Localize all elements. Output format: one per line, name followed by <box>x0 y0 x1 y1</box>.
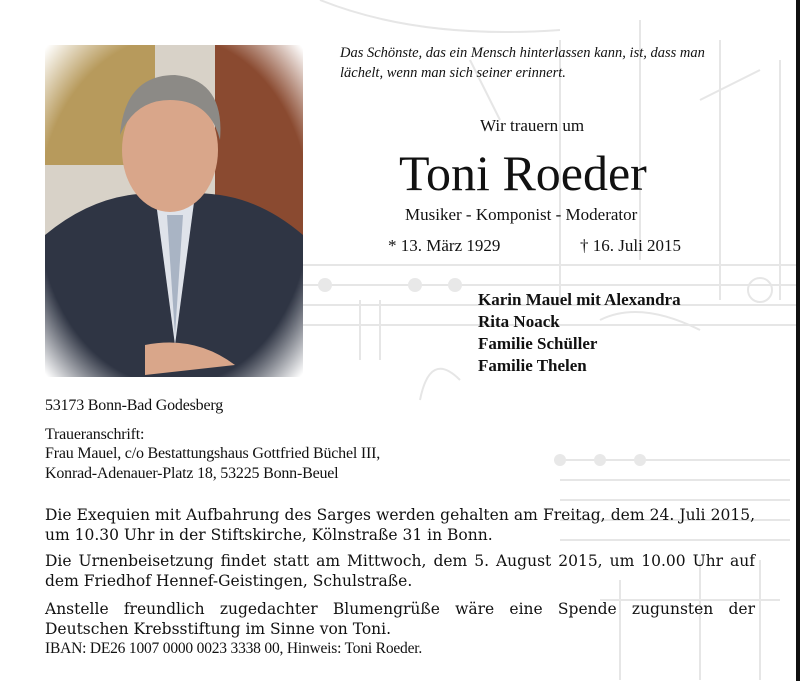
portrait-photo <box>45 45 303 377</box>
right-border <box>796 0 800 681</box>
deceased-roles: Musiker - Komponist - Moderator <box>405 205 638 224</box>
death-date: † 16. Juli 2015 <box>580 236 682 255</box>
birth-date: * 13. März 1929 <box>388 236 501 255</box>
donation-paragraph: Anstelle freundlich zugedachter Blumengrüße wäre eine Spende zugunsten der Deutschen Krebsstiftung im Sinne von Toni. <box>45 600 755 638</box>
burial-paragraph: Die Urnenbeisetzung findet statt am Mittwoch, dem 5. August 2015, um 10.00 Uhr auf dem Friedhof Hennef-Geistingen, Schulstraße. <box>45 552 755 590</box>
mourner: Karin Mauel mit Alexandra <box>478 290 681 309</box>
address-line1: Frau Mauel, c/o Bestattungshaus Gottfried Büchel III, <box>45 445 381 462</box>
intro-text: Wir trauern um <box>480 116 585 135</box>
mourner: Familie Thelen <box>478 356 587 375</box>
address-label: Traueranschrift: <box>45 426 145 443</box>
deceased-name: Toni Roeder <box>399 145 647 201</box>
iban-line: IBAN: DE26 1007 0000 0023 3338 00, Hinweis: Toni Roeder. <box>45 640 423 657</box>
mourners-list <box>478 289 681 377</box>
mourner: Familie Schüller <box>478 334 598 353</box>
memorial-quote: Das Schönste, das ein Mensch hinterlassen kann, ist, dass man lächelt, wenn man sich seiner erinnert. <box>340 45 705 81</box>
location: 53173 Bonn-Bad Godesberg <box>45 397 223 414</box>
funeral-service-paragraph: Die Exequien mit Aufbahrung des Sarges werden gehalten am Freitag, dem 24. Juli 2015, um 10.30 Uhr in der Stiftskirche, Kölnstraße 31 in Bonn. <box>45 506 755 544</box>
address-line2: Konrad-Adenauer-Platz 18, 53225 Bonn-Beuel <box>45 465 339 482</box>
mourner: Rita Noack <box>478 312 560 331</box>
